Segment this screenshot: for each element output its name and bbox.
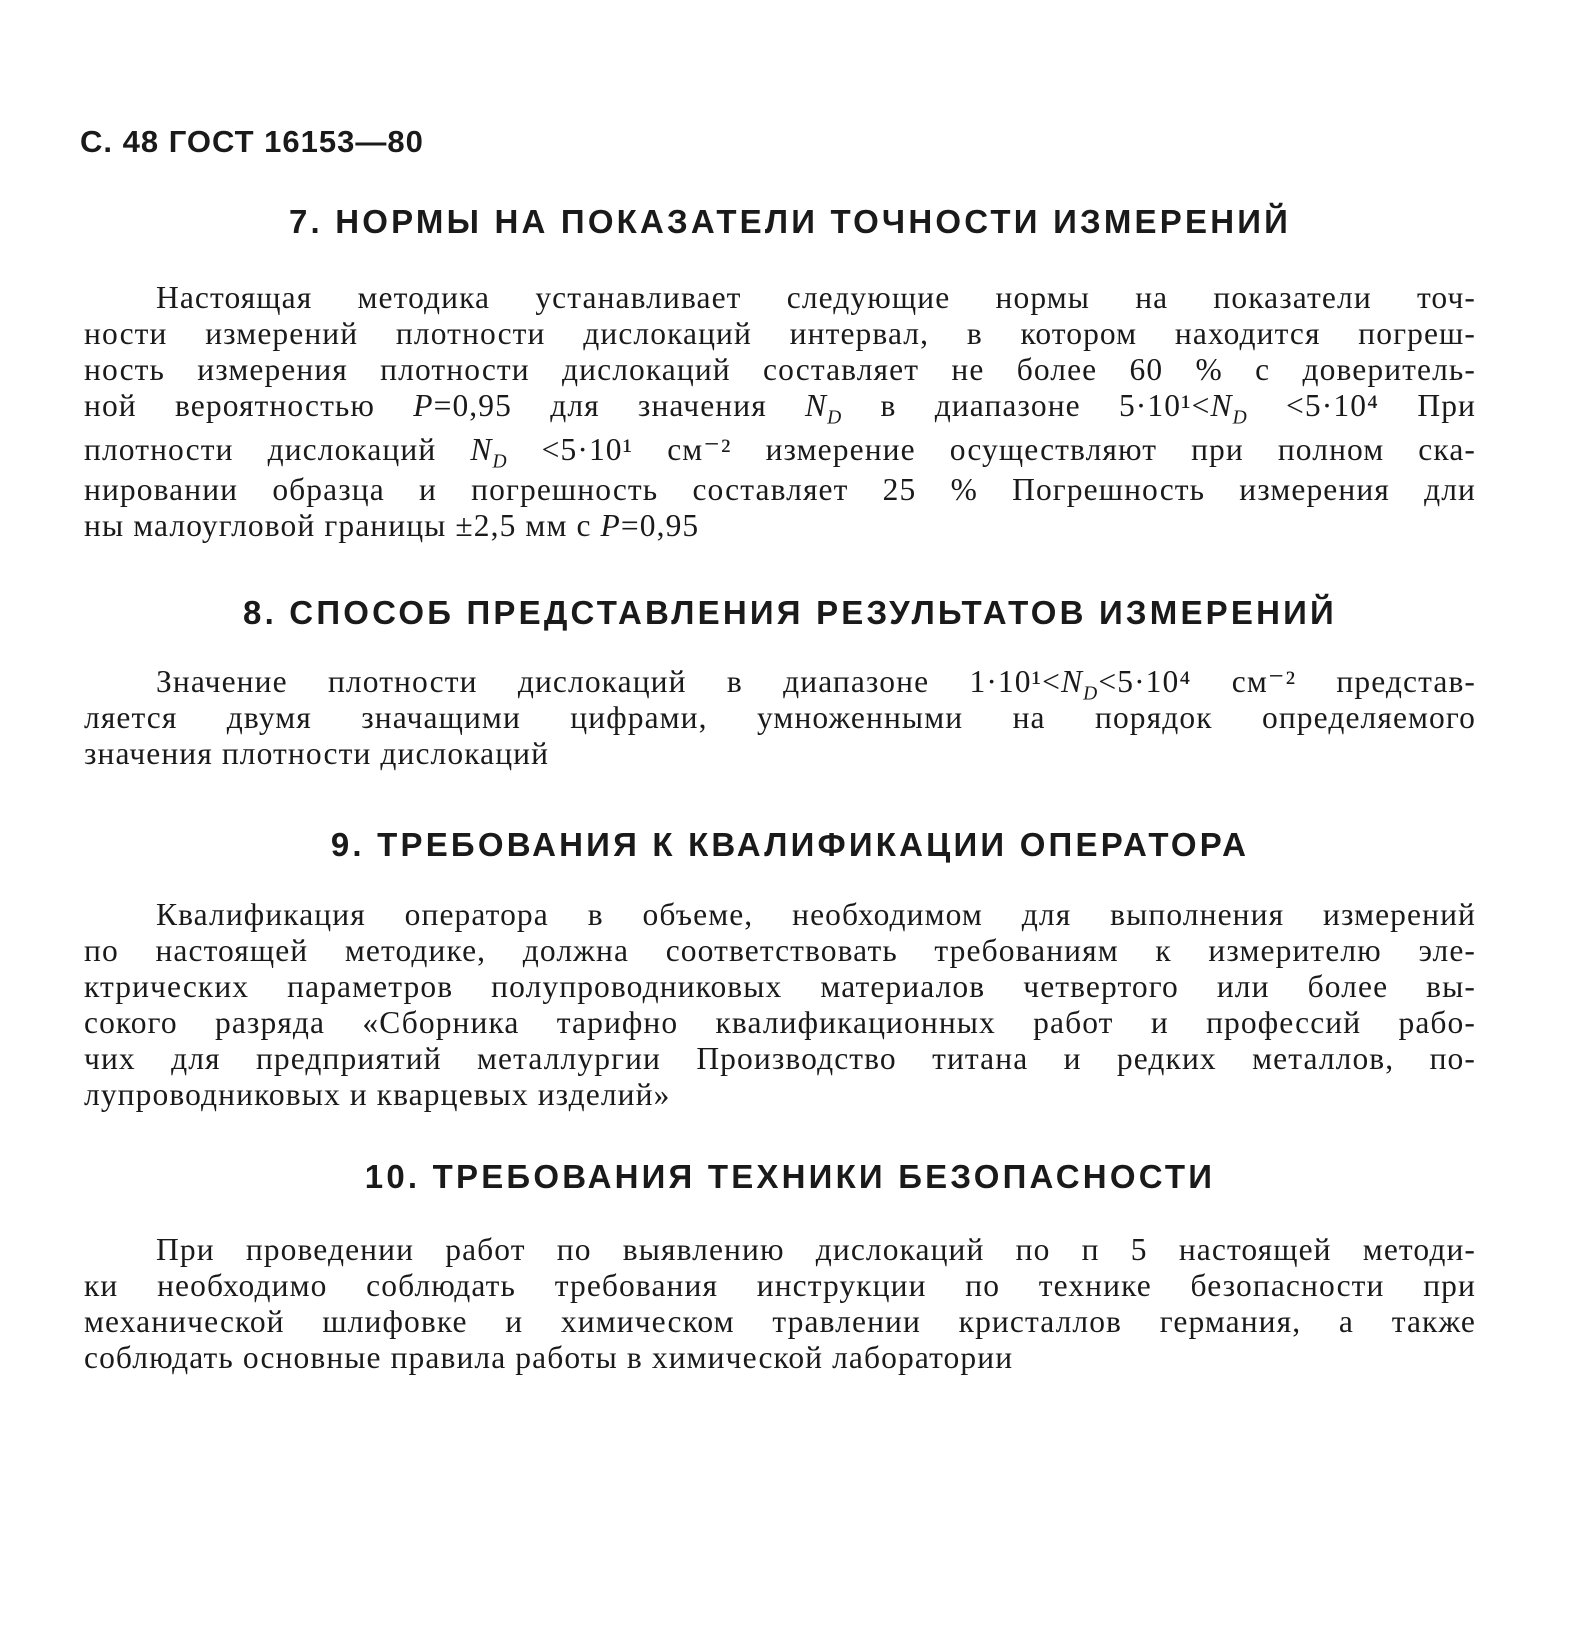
page-header: С. 48 ГОСТ 16153—80 bbox=[80, 124, 424, 159]
section-10-paragraph bbox=[84, 1232, 1476, 1376]
paragraph-line: механической шлифовке и химическом травлении кристаллов германия, а также bbox=[84, 1304, 1476, 1339]
paragraph-line: ны малоугловой границы ±2,5 мм с P=0,95 bbox=[84, 508, 700, 543]
paragraph-line: соблюдать основные правила работы в химической лаборатории bbox=[84, 1340, 1014, 1375]
paragraph-line: ной вероятностью P=0,95 для значения $N_D$ в диапазоне $5\cdot 10^1<N_D <5\cdot 10^4$ При bbox=[84, 388, 1477, 429]
paragraph-line: ности измерений плотности дислокаций интервал, в котором находится погреш- bbox=[84, 316, 1476, 351]
paragraph-line: сокого разряда «Сборника тарифно квалификационных работ и профессий рабо- bbox=[84, 1005, 1476, 1040]
section-8-paragraph bbox=[84, 664, 1476, 772]
paragraph-line: по настоящей методике, должна соответствовать требованиям к измерителю эле- bbox=[84, 933, 1476, 968]
section-7-title: 7. НОРМЫ НА ПОКАЗАТЕЛИ ТОЧНОСТИ ИЗМЕРЕНИЙ bbox=[288, 203, 1292, 240]
paragraph-line: При проведении работ по выявлению дислокаций по п 5 настоящей методи- bbox=[156, 1232, 1476, 1267]
section-10-title: 10. ТРЕБОВАНИЯ ТЕХНИКИ БЕЗОПАСНОСТИ bbox=[364, 1158, 1216, 1195]
paragraph-line: ктрических параметров полупроводниковых материалов четвертого или более вы- bbox=[84, 969, 1476, 1004]
section-8-title: 8. СПОСОБ ПРЕДСТАВЛЕНИЯ РЕЗУЛЬТАТОВ ИЗМЕРЕНИЙ bbox=[243, 594, 1337, 631]
paragraph-line: ляется двумя значащими цифрами, умноженными на порядок определяемого bbox=[84, 700, 1476, 735]
paragraph-line: ность измерения плотности дислокаций составляет не более 60 % с доверитель- bbox=[84, 352, 1476, 387]
paragraph-line: Значение плотности дислокаций в диапазоне $1\cdot 10^1<N_D<5\cdot 10^4$ см⁻² представ- bbox=[156, 664, 1477, 705]
paragraph-line: ки необходимо соблюдать требования инструкции по технике безопасности при bbox=[84, 1268, 1476, 1303]
paragraph-line: чих для предприятий металлургии Производство титана и редких металлов, по- bbox=[84, 1041, 1476, 1076]
paragraph-line: плотности дислокаций $N_D <5\cdot 10^1$ см⁻² измерение осуществляют при полном ска- bbox=[84, 432, 1476, 473]
paragraph-line: нировании образца и погрешность составляет 25 % Погрешность измерения дли bbox=[84, 472, 1476, 507]
section-9-title: 9. ТРЕБОВАНИЯ К КВАЛИФИКАЦИИ ОПЕРАТОРА bbox=[330, 826, 1250, 863]
paragraph-line: лупроводниковых и кварцевых изделий» bbox=[84, 1077, 671, 1112]
paragraph-line: Настоящая методика устанавливает следующие нормы на показатели точ- bbox=[156, 280, 1476, 315]
section-7-paragraph bbox=[84, 280, 1476, 544]
paragraph-line: Квалификация оператора в объеме, необходимом для выполнения измерений bbox=[156, 897, 1476, 932]
section-9-paragraph bbox=[84, 897, 1476, 1113]
paragraph-line: значения плотности дислокаций bbox=[84, 736, 550, 771]
